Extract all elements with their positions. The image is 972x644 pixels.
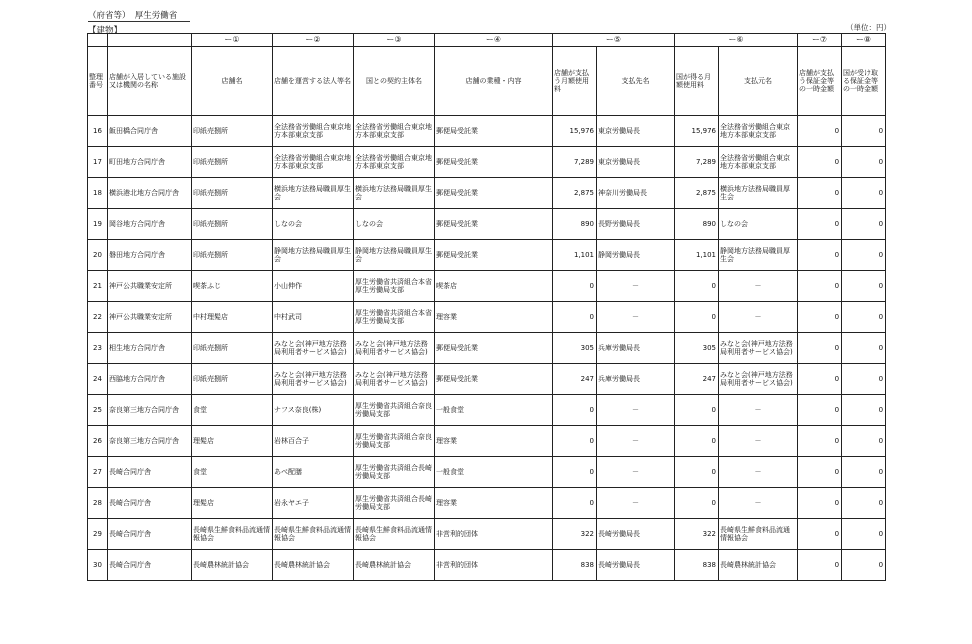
- operator-name: みなと会(神戸地方法務局利用者サービス協会): [273, 333, 354, 364]
- store-name: 理髪店: [192, 426, 273, 457]
- facility-name: 磐田地方合同庁舎: [108, 240, 192, 271]
- deposit-paid: 0: [798, 271, 842, 302]
- business-type: 非営利的団体: [435, 519, 553, 550]
- operator-name: しなの会: [273, 209, 354, 240]
- contractor-name: 長崎県生鮮食料品流通情報協会: [354, 519, 435, 550]
- business-type: 理容業: [435, 488, 553, 519]
- monthly-fee-received: 838: [675, 550, 719, 581]
- store-name: 食堂: [192, 457, 273, 488]
- table-row: [88, 116, 886, 147]
- business-type: 喫茶店: [435, 271, 553, 302]
- header-fee-received: 国が得る月額使用料: [675, 47, 719, 116]
- business-type: 理容業: [435, 426, 553, 457]
- table-row: [88, 488, 886, 519]
- column-header-row: [88, 47, 886, 116]
- monthly-fee-received: 15,976: [675, 116, 719, 147]
- facility-name: 奈良第三地方合同庁舎: [108, 426, 192, 457]
- store-table: [87, 33, 886, 581]
- ministry-name: （府省等） 厚生労働省: [88, 11, 178, 21]
- monthly-fee-received: 305: [675, 333, 719, 364]
- monthly-fee-paid: 0: [553, 426, 597, 457]
- store-name: 印紙売捌所: [192, 364, 273, 395]
- payer-name: みなと会(神戸地方法務局利用者サービス協会): [719, 333, 798, 364]
- monthly-fee-received: 0: [675, 488, 719, 519]
- table-row: [88, 178, 886, 209]
- operator-name: 全法務省労働組合東京地方本部東京支部: [273, 116, 354, 147]
- col-num-7: ー⑦: [798, 34, 842, 47]
- deposit-paid: 0: [798, 457, 842, 488]
- deposit-received: 0: [842, 302, 886, 333]
- facility-name: 神戸公共職業安定所: [108, 271, 192, 302]
- monthly-fee-received: 1,101: [675, 240, 719, 271]
- facility-name: 岡谷地方合同庁舎: [108, 209, 192, 240]
- header-contractor: 国との契約主体名: [354, 47, 435, 116]
- deposit-received: 0: [842, 209, 886, 240]
- deposit-received: 0: [842, 519, 886, 550]
- col-num-6: ー⑥: [675, 34, 798, 47]
- monthly-fee-received: 322: [675, 519, 719, 550]
- deposit-received: 0: [842, 457, 886, 488]
- operator-name: 中村武司: [273, 302, 354, 333]
- row-number: 18: [88, 178, 108, 209]
- store-name: 中村理髪店: [192, 302, 273, 333]
- business-type: 一般食堂: [435, 457, 553, 488]
- header-deposit-received: 国が受け取る保証金等の一時金額: [842, 47, 886, 116]
- row-number: 23: [88, 333, 108, 364]
- table-row: [88, 302, 886, 333]
- deposit-paid: 0: [798, 333, 842, 364]
- header-deposit-paid: 店舗が支払う保証金等の一時金額: [798, 47, 842, 116]
- deposit-received: 0: [842, 147, 886, 178]
- payer-name: －: [719, 271, 798, 302]
- operator-name: あべ配膳: [273, 457, 354, 488]
- store-name: 印紙売捌所: [192, 147, 273, 178]
- contractor-name: 全法務省労働組合東京地方本部東京支部: [354, 147, 435, 178]
- business-type: 郵便局受託業: [435, 364, 553, 395]
- row-number: 22: [88, 302, 108, 333]
- monthly-fee-received: 0: [675, 426, 719, 457]
- monthly-fee-paid: 0: [553, 457, 597, 488]
- table-row: [88, 395, 886, 426]
- payee-name: 兵庫労働局長: [597, 364, 675, 395]
- facility-name: 西脇地方合同庁舎: [108, 364, 192, 395]
- monthly-fee-received: 0: [675, 302, 719, 333]
- deposit-paid: 0: [798, 302, 842, 333]
- contractor-name: 厚生労働省共済組合本省厚生労働局支部: [354, 271, 435, 302]
- row-number: 24: [88, 364, 108, 395]
- facility-name: 横浜港北地方合同庁舎: [108, 178, 192, 209]
- business-type: 理容業: [435, 302, 553, 333]
- col-num-4: ー④: [435, 34, 553, 47]
- payee-name: 兵庫労働局長: [597, 333, 675, 364]
- monthly-fee-paid: 0: [553, 395, 597, 426]
- deposit-received: 0: [842, 426, 886, 457]
- col-num-5: ー⑤: [553, 34, 675, 47]
- header-operator: 店舗を運営する法人等名: [273, 47, 354, 116]
- facility-name: 神戸公共職業安定所: [108, 302, 192, 333]
- deposit-paid: 0: [798, 364, 842, 395]
- monthly-fee-received: 0: [675, 457, 719, 488]
- store-name: 印紙売捌所: [192, 116, 273, 147]
- facility-name: 長崎合同庁舎: [108, 457, 192, 488]
- contractor-name: みなと会(神戸地方法務局利用者サービス協会): [354, 333, 435, 364]
- contractor-name: 厚生労働省共済組合長崎労働局支部: [354, 488, 435, 519]
- deposit-received: 0: [842, 271, 886, 302]
- contractor-name: 全法務省労働組合東京地方本部東京支部: [354, 116, 435, 147]
- payee-name: 静岡労働局長: [597, 240, 675, 271]
- header-payee: 支払先名: [597, 47, 675, 116]
- row-number: 30: [88, 550, 108, 581]
- row-number: 21: [88, 271, 108, 302]
- store-name: 印紙売捌所: [192, 333, 273, 364]
- monthly-fee-paid: 305: [553, 333, 597, 364]
- monthly-fee-received: 247: [675, 364, 719, 395]
- business-type: 郵便局受託業: [435, 333, 553, 364]
- monthly-fee-paid: 2,875: [553, 178, 597, 209]
- row-number: 20: [88, 240, 108, 271]
- table-row: [88, 457, 886, 488]
- monthly-fee-received: 2,875: [675, 178, 719, 209]
- table-row: [88, 271, 886, 302]
- col-num-8: ー⑧: [842, 34, 886, 47]
- deposit-paid: 0: [798, 178, 842, 209]
- store-name: 長崎県生鮮食料品流通情報協会: [192, 519, 273, 550]
- section-label: 【建物】: [88, 26, 123, 36]
- business-type: 郵便局受託業: [435, 116, 553, 147]
- monthly-fee-paid: 0: [553, 488, 597, 519]
- monthly-fee-paid: 838: [553, 550, 597, 581]
- table-row: [88, 426, 886, 457]
- monthly-fee-received: 7,289: [675, 147, 719, 178]
- operator-name: 長崎農林統計協会: [273, 550, 354, 581]
- table-row: [88, 519, 886, 550]
- business-type: 郵便局受託業: [435, 209, 553, 240]
- deposit-paid: 0: [798, 240, 842, 271]
- deposit-received: 0: [842, 240, 886, 271]
- operator-name: 岩永ヤエ子: [273, 488, 354, 519]
- row-number: 16: [88, 116, 108, 147]
- monthly-fee-paid: 15,976: [553, 116, 597, 147]
- deposit-paid: 0: [798, 116, 842, 147]
- monthly-fee-paid: 890: [553, 209, 597, 240]
- business-type: 一般食堂: [435, 395, 553, 426]
- col-num-1: ー①: [192, 34, 273, 47]
- store-name: 印紙売捌所: [192, 178, 273, 209]
- monthly-fee-received: 0: [675, 395, 719, 426]
- payer-name: －: [719, 488, 798, 519]
- row-number: 17: [88, 147, 108, 178]
- deposit-received: 0: [842, 395, 886, 426]
- deposit-paid: 0: [798, 147, 842, 178]
- contractor-name: 厚生労働省共済組合本省厚生労働局支部: [354, 302, 435, 333]
- deposit-paid: 0: [798, 488, 842, 519]
- facility-name: 奈良第三地方合同庁舎: [108, 395, 192, 426]
- payer-name: 横浜地方法務局職員厚生会: [719, 178, 798, 209]
- contractor-name: 静岡地方法務局職員厚生会: [354, 240, 435, 271]
- payer-name: 長崎県生鮮食料品流通情報協会: [719, 519, 798, 550]
- operator-name: みなと会(神戸地方法務局利用者サービス協会): [273, 364, 354, 395]
- payer-name: 全法務省労働組合東京地方本部東京支部: [719, 116, 798, 147]
- column-number-row: [88, 34, 886, 47]
- deposit-paid: 0: [798, 209, 842, 240]
- deposit-paid: 0: [798, 395, 842, 426]
- payer-name: 長崎農林統計協会: [719, 550, 798, 581]
- payee-name: －: [597, 302, 675, 333]
- payer-name: －: [719, 395, 798, 426]
- deposit-received: 0: [842, 364, 886, 395]
- facility-name: 長崎合同庁舎: [108, 519, 192, 550]
- payee-name: －: [597, 271, 675, 302]
- payee-name: －: [597, 395, 675, 426]
- monthly-fee-paid: 0: [553, 302, 597, 333]
- payee-name: 神奈川労働局長: [597, 178, 675, 209]
- table-row: [88, 550, 886, 581]
- deposit-paid: 0: [798, 519, 842, 550]
- header-business: 店舗の業種・内容: [435, 47, 553, 116]
- operator-name: 静岡地方法務局職員厚生会: [273, 240, 354, 271]
- contractor-name: 長崎農林統計協会: [354, 550, 435, 581]
- col-num-2: ー②: [273, 34, 354, 47]
- operator-name: ナフス奈良(株): [273, 395, 354, 426]
- contractor-name: 厚生労働省共済組合長崎労働局支部: [354, 457, 435, 488]
- table-row: [88, 147, 886, 178]
- header-fee-paid: 店舗が支払う月額使用料: [553, 47, 597, 116]
- payee-name: 東京労働局長: [597, 147, 675, 178]
- operator-name: 岩林百合子: [273, 426, 354, 457]
- payee-name: 長崎労働局長: [597, 550, 675, 581]
- payer-name: みなと会(神戸地方法務局利用者サービス協会): [719, 364, 798, 395]
- header-no: 整理番号: [88, 47, 108, 116]
- payee-name: 長野労働局長: [597, 209, 675, 240]
- row-number: 25: [88, 395, 108, 426]
- business-type: 郵便局受託業: [435, 240, 553, 271]
- facility-name: 飯田橋合同庁舎: [108, 116, 192, 147]
- payee-name: 長崎労働局長: [597, 519, 675, 550]
- deposit-paid: 0: [798, 426, 842, 457]
- facility-name: 町田地方合同庁舎: [108, 147, 192, 178]
- row-number: 19: [88, 209, 108, 240]
- contractor-name: 厚生労働省共済組合奈良労働局支部: [354, 426, 435, 457]
- deposit-received: 0: [842, 488, 886, 519]
- business-type: 郵便局受託業: [435, 147, 553, 178]
- business-type: 非営利的団体: [435, 550, 553, 581]
- operator-name: 横浜地方法務局職員厚生会: [273, 178, 354, 209]
- payer-name: 静岡地方法務局職員厚生会: [719, 240, 798, 271]
- payee-name: －: [597, 426, 675, 457]
- monthly-fee-paid: 0: [553, 271, 597, 302]
- unit-label: （単位：円）: [846, 23, 891, 32]
- store-name: 印紙売捌所: [192, 209, 273, 240]
- row-number: 28: [88, 488, 108, 519]
- monthly-fee-paid: 7,289: [553, 147, 597, 178]
- monthly-fee-received: 890: [675, 209, 719, 240]
- payee-name: －: [597, 457, 675, 488]
- col-num-3: ー③: [354, 34, 435, 47]
- payee-name: 東京労働局長: [597, 116, 675, 147]
- header-payer: 支払元名: [719, 47, 798, 116]
- payer-name: －: [719, 457, 798, 488]
- facility-name: 相生地方合同庁舎: [108, 333, 192, 364]
- row-number: 26: [88, 426, 108, 457]
- payee-name: －: [597, 488, 675, 519]
- deposit-received: 0: [842, 178, 886, 209]
- row-number: 29: [88, 519, 108, 550]
- payer-name: 全法務省労働組合東京地方本部東京支部: [719, 147, 798, 178]
- store-name: 理髪店: [192, 488, 273, 519]
- contractor-name: みなと会(神戸地方法務局利用者サービス協会): [354, 364, 435, 395]
- facility-name: 長崎合同庁舎: [108, 488, 192, 519]
- operator-name: 全法務省労働組合東京地方本部東京支部: [273, 147, 354, 178]
- contractor-name: 厚生労働省共済組合奈良労働局支部: [354, 395, 435, 426]
- deposit-received: 0: [842, 550, 886, 581]
- operator-name: 小山伸作: [273, 271, 354, 302]
- monthly-fee-received: 0: [675, 271, 719, 302]
- operator-name: 長崎県生鮮食料品流通情報協会: [273, 519, 354, 550]
- monthly-fee-paid: 322: [553, 519, 597, 550]
- contractor-name: 横浜地方法務局職員厚生会: [354, 178, 435, 209]
- facility-name: 長崎合同庁舎: [108, 550, 192, 581]
- ministry-underline: [88, 21, 190, 22]
- table-row: [88, 209, 886, 240]
- payer-name: しなの会: [719, 209, 798, 240]
- table-row: [88, 333, 886, 364]
- header-facility: 店舗が入居している施設又は機関の名称: [108, 47, 192, 116]
- monthly-fee-paid: 1,101: [553, 240, 597, 271]
- store-name: 食堂: [192, 395, 273, 426]
- deposit-paid: 0: [798, 550, 842, 581]
- monthly-fee-paid: 247: [553, 364, 597, 395]
- payer-name: －: [719, 426, 798, 457]
- deposit-received: 0: [842, 116, 886, 147]
- business-type: 郵便局受託業: [435, 178, 553, 209]
- table-row: [88, 364, 886, 395]
- row-number: 27: [88, 457, 108, 488]
- contractor-name: しなの会: [354, 209, 435, 240]
- deposit-received: 0: [842, 333, 886, 364]
- payer-name: －: [719, 302, 798, 333]
- store-name: 印紙売捌所: [192, 240, 273, 271]
- table-row: [88, 240, 886, 271]
- header-store: 店舗名: [192, 47, 273, 116]
- store-name: 喫茶ふじ: [192, 271, 273, 302]
- store-name: 長崎農林統計協会: [192, 550, 273, 581]
